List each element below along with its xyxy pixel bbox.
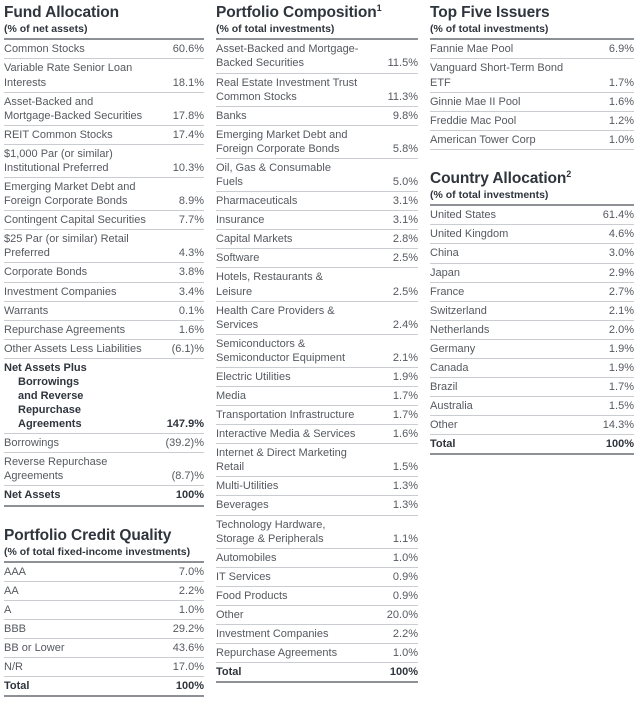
row-label: Canada bbox=[430, 358, 582, 377]
row-label: Other bbox=[430, 416, 582, 435]
table-row bbox=[4, 301, 204, 320]
table-row bbox=[430, 225, 634, 244]
row-label: Contingent Capital Securities bbox=[4, 211, 152, 230]
table-row bbox=[430, 397, 634, 416]
row-label: Net Assets bbox=[4, 486, 152, 506]
table-row bbox=[216, 477, 418, 496]
panel-subtitle-portfolio-credit-quality: (% of total fixed-income investments) bbox=[4, 545, 191, 558]
row-value: 1.9% bbox=[582, 358, 634, 377]
row-value: 100% bbox=[152, 677, 204, 697]
row-label: Common Stocks bbox=[4, 39, 152, 59]
panel-title-text: Top Five Issuers bbox=[430, 4, 550, 21]
row-label: N/R bbox=[4, 658, 152, 677]
table-row bbox=[430, 416, 634, 435]
row-value: 2.5% bbox=[366, 249, 418, 268]
table-row bbox=[216, 125, 418, 158]
table-row bbox=[216, 624, 418, 643]
row-value: 2.7% bbox=[582, 282, 634, 301]
row-label: AA bbox=[4, 582, 152, 601]
row-value: 60.6% bbox=[152, 39, 204, 59]
row-value: 11.3% bbox=[366, 73, 418, 106]
row-label: Oil, Gas & Consumable Fuels bbox=[216, 158, 366, 191]
row-value: (8.7)% bbox=[152, 453, 204, 486]
row-label: Investment Companies bbox=[4, 282, 152, 301]
row-value: (39.2)% bbox=[152, 434, 204, 453]
table-row bbox=[216, 158, 418, 191]
row-label: Pharmaceuticals bbox=[216, 192, 366, 211]
panel-title-text: Portfolio Credit Quality bbox=[4, 526, 172, 544]
table-row bbox=[4, 125, 204, 144]
table-row bbox=[216, 586, 418, 605]
row-value: 3.0% bbox=[582, 244, 634, 263]
table-row bbox=[216, 39, 418, 73]
row-label: Semiconductors & Semiconductor Equipment bbox=[216, 334, 366, 367]
table-row bbox=[216, 548, 418, 567]
column-right bbox=[426, 4, 640, 475]
table-row bbox=[216, 644, 418, 663]
table-row bbox=[4, 230, 204, 263]
table-row bbox=[430, 301, 634, 320]
row-value: 1.0% bbox=[582, 130, 634, 149]
row-value: 2.2% bbox=[152, 582, 204, 601]
row-value: 29.2% bbox=[152, 620, 204, 639]
table-row bbox=[4, 59, 204, 92]
row-label: Other bbox=[216, 605, 366, 624]
table-row bbox=[430, 282, 634, 301]
table-row bbox=[216, 230, 418, 249]
row-value: (6.1)% bbox=[152, 339, 204, 358]
row-label: Food Products bbox=[216, 586, 366, 605]
table-row bbox=[216, 106, 418, 125]
row-label: Warrants bbox=[4, 301, 152, 320]
row-label: Media bbox=[216, 386, 366, 405]
table-row bbox=[4, 178, 204, 211]
row-label: Corporate Bonds bbox=[4, 263, 152, 282]
table-row bbox=[430, 39, 634, 59]
row-value: 1.9% bbox=[366, 367, 418, 386]
table-row bbox=[216, 605, 418, 624]
panel-title-country-allocation bbox=[430, 170, 634, 188]
row-label: Japan bbox=[430, 263, 582, 282]
panel-top-five-issuers bbox=[430, 4, 634, 150]
table-row bbox=[430, 435, 634, 455]
row-value: 147.9% bbox=[152, 358, 204, 433]
table-row bbox=[430, 358, 634, 377]
table-row bbox=[216, 496, 418, 515]
row-label: $25 Par (or similar) Retail Preferred bbox=[4, 230, 152, 263]
footnote-marker: 2 bbox=[566, 168, 572, 179]
panel-title-top-five-issuers bbox=[430, 4, 634, 22]
table-row bbox=[216, 663, 418, 683]
row-label: Transportation Infrastructure bbox=[216, 406, 366, 425]
row-value: 1.7% bbox=[582, 377, 634, 396]
row-label: A bbox=[4, 601, 152, 620]
row-label: Borrowings bbox=[4, 434, 152, 453]
table-fund-allocation bbox=[4, 38, 204, 506]
row-value: 1.2% bbox=[582, 111, 634, 130]
row-label: Germany bbox=[430, 339, 582, 358]
row-label: IT Services bbox=[216, 567, 366, 586]
row-label: Australia bbox=[430, 397, 582, 416]
row-label: Technology Hardware, Storage & Peripherals bbox=[216, 515, 366, 548]
row-label: Asset-Backed and Mortgage-Backed Securities bbox=[216, 39, 366, 73]
row-label: American Tower Corp bbox=[430, 130, 582, 149]
panel-title-text: Portfolio Composition bbox=[216, 4, 377, 21]
footnote-marker: 1 bbox=[376, 2, 382, 13]
panel-subtitle-country-allocation: (% of total investments) bbox=[430, 189, 549, 202]
row-label: Fannie Mae Pool bbox=[430, 39, 582, 59]
row-label: Net Assets Plus Borrowings and Reverse Repurchase Agreements bbox=[4, 358, 152, 433]
table-row bbox=[4, 320, 204, 339]
table-row bbox=[4, 339, 204, 358]
row-value: 11.5% bbox=[366, 39, 418, 73]
table-row bbox=[4, 453, 204, 486]
row-label: Total bbox=[430, 435, 582, 455]
table-row bbox=[4, 39, 204, 59]
row-label: Insurance bbox=[216, 211, 366, 230]
table-row bbox=[4, 486, 204, 506]
table-row bbox=[216, 367, 418, 386]
panel-title-portfolio-composition bbox=[216, 4, 418, 22]
row-label: Hotels, Restaurants & Leisure bbox=[216, 268, 366, 301]
table-row bbox=[216, 334, 418, 367]
table-row bbox=[216, 301, 418, 334]
table-row bbox=[216, 211, 418, 230]
row-value: 1.7% bbox=[366, 406, 418, 425]
row-label: Interactive Media & Services bbox=[216, 425, 366, 444]
row-value: 1.7% bbox=[366, 386, 418, 405]
row-label: Automobiles bbox=[216, 548, 366, 567]
table-row bbox=[4, 677, 204, 697]
table-country-allocation bbox=[430, 204, 634, 455]
table-row bbox=[4, 434, 204, 453]
table-body bbox=[216, 39, 418, 682]
row-label: Total bbox=[216, 663, 366, 683]
row-value: 3.1% bbox=[366, 211, 418, 230]
row-value: 2.1% bbox=[582, 301, 634, 320]
table-row bbox=[4, 211, 204, 230]
row-label: AAA bbox=[4, 562, 152, 582]
row-label: $1,000 Par (or similar) Institutional Preferred bbox=[4, 144, 152, 177]
panel-subtitle-portfolio-composition: (% of total investments) bbox=[216, 23, 335, 36]
row-value: 0.1% bbox=[152, 301, 204, 320]
row-value: 2.4% bbox=[366, 301, 418, 334]
row-label: REIT Common Stocks bbox=[4, 125, 152, 144]
row-label: Investment Companies bbox=[216, 624, 366, 643]
row-value: 0.9% bbox=[366, 567, 418, 586]
row-value: 1.3% bbox=[366, 496, 418, 515]
row-label: Real Estate Investment Trust Common Stocks bbox=[216, 73, 366, 106]
row-label: Variable Rate Senior Loan Interests bbox=[4, 59, 152, 92]
row-value: 4.6% bbox=[582, 225, 634, 244]
row-value: 6.9% bbox=[582, 39, 634, 59]
table-row bbox=[430, 92, 634, 111]
panel-portfolio-credit-quality bbox=[4, 527, 204, 698]
panel-title-fund-allocation bbox=[4, 4, 204, 22]
table-row bbox=[216, 249, 418, 268]
table-row bbox=[216, 406, 418, 425]
table-row bbox=[430, 205, 634, 225]
row-value: 1.7% bbox=[582, 59, 634, 92]
row-value: 17.0% bbox=[152, 658, 204, 677]
panel-title-text: Fund Allocation bbox=[4, 4, 120, 21]
row-value: 17.4% bbox=[152, 125, 204, 144]
row-value: 10.3% bbox=[152, 144, 204, 177]
table-row bbox=[4, 144, 204, 177]
table-top-five-issuers bbox=[430, 38, 634, 149]
row-value: 17.8% bbox=[152, 92, 204, 125]
row-value: 0.9% bbox=[366, 586, 418, 605]
table-row bbox=[216, 192, 418, 211]
table-row bbox=[430, 111, 634, 130]
row-label: United Kingdom bbox=[430, 225, 582, 244]
row-label: BB or Lower bbox=[4, 639, 152, 658]
row-label: Banks bbox=[216, 106, 366, 125]
row-label: Asset-Backed and Mortgage-Backed Securities bbox=[4, 92, 152, 125]
table-row bbox=[430, 244, 634, 263]
panel-subtitle-fund-allocation: (% of net assets) bbox=[4, 23, 88, 36]
row-label: Other Assets Less Liabilities bbox=[4, 339, 152, 358]
row-value: 1.5% bbox=[582, 397, 634, 416]
table-row bbox=[216, 567, 418, 586]
table-row bbox=[4, 639, 204, 658]
table-row bbox=[216, 386, 418, 405]
row-value: 2.8% bbox=[366, 230, 418, 249]
row-label: Health Care Providers & Services bbox=[216, 301, 366, 334]
row-label: Repurchase Agreements bbox=[216, 644, 366, 663]
table-row bbox=[430, 339, 634, 358]
table-row bbox=[4, 562, 204, 582]
column-middle bbox=[212, 4, 426, 703]
table-row bbox=[4, 282, 204, 301]
row-label: Ginnie Mae II Pool bbox=[430, 92, 582, 111]
row-label: Software bbox=[216, 249, 366, 268]
row-value: 5.8% bbox=[366, 125, 418, 158]
row-value: 1.9% bbox=[582, 339, 634, 358]
row-value: 8.9% bbox=[152, 178, 204, 211]
table-row bbox=[216, 444, 418, 477]
row-value: 1.3% bbox=[366, 477, 418, 496]
table-row bbox=[430, 130, 634, 149]
row-label: Emerging Market Debt and Foreign Corporate Bonds bbox=[4, 178, 152, 211]
panel-title-portfolio-credit-quality bbox=[4, 527, 204, 545]
row-value: 3.8% bbox=[152, 263, 204, 282]
row-value: 1.0% bbox=[366, 548, 418, 567]
table-row bbox=[430, 377, 634, 396]
row-value: 1.6% bbox=[582, 92, 634, 111]
row-value: 7.7% bbox=[152, 211, 204, 230]
row-label: Brazil bbox=[430, 377, 582, 396]
row-label: United States bbox=[430, 205, 582, 225]
row-value: 7.0% bbox=[152, 562, 204, 582]
panel-portfolio-composition bbox=[216, 4, 418, 683]
row-value: 43.6% bbox=[152, 639, 204, 658]
row-value: 18.1% bbox=[152, 59, 204, 92]
table-row bbox=[430, 263, 634, 282]
table-body bbox=[430, 205, 634, 454]
row-value: 1.6% bbox=[152, 320, 204, 339]
panel-fund-allocation bbox=[4, 4, 204, 507]
row-value: 1.5% bbox=[366, 444, 418, 477]
row-value: 2.9% bbox=[582, 263, 634, 282]
row-value: 2.1% bbox=[366, 334, 418, 367]
table-body bbox=[4, 39, 204, 505]
table-row bbox=[4, 582, 204, 601]
table-row bbox=[4, 92, 204, 125]
row-value: 4.3% bbox=[152, 230, 204, 263]
row-label: Beverages bbox=[216, 496, 366, 515]
row-label: Reverse Repurchase Agreements bbox=[4, 453, 152, 486]
row-label: Emerging Market Debt and Foreign Corporate Bonds bbox=[216, 125, 366, 158]
panel-subtitle-top-five-issuers: (% of total investments) bbox=[430, 23, 549, 36]
table-row bbox=[430, 59, 634, 92]
table-row bbox=[430, 320, 634, 339]
table-row bbox=[216, 425, 418, 444]
table-row bbox=[4, 358, 204, 433]
row-value: 14.3% bbox=[582, 416, 634, 435]
row-value: 1.6% bbox=[366, 425, 418, 444]
row-value: 1.0% bbox=[152, 601, 204, 620]
table-row bbox=[4, 263, 204, 282]
table-body bbox=[430, 39, 634, 149]
row-value: 1.0% bbox=[366, 644, 418, 663]
row-label: Freddie Mac Pool bbox=[430, 111, 582, 130]
row-label: BBB bbox=[4, 620, 152, 639]
table-portfolio-credit-quality bbox=[4, 561, 204, 698]
table-row bbox=[216, 515, 418, 548]
panel-title-text: Country Allocation bbox=[430, 169, 567, 187]
row-label: Repurchase Agreements bbox=[4, 320, 152, 339]
table-row bbox=[216, 268, 418, 301]
row-label: France bbox=[430, 282, 582, 301]
row-label: China bbox=[430, 244, 582, 263]
row-label: Electric Utilities bbox=[216, 367, 366, 386]
row-value: 3.4% bbox=[152, 282, 204, 301]
row-value: 5.0% bbox=[366, 158, 418, 191]
panel-country-allocation bbox=[430, 170, 634, 455]
table-row bbox=[4, 601, 204, 620]
table-body bbox=[4, 562, 204, 697]
table-row bbox=[216, 73, 418, 106]
row-value: 100% bbox=[152, 486, 204, 506]
row-value: 100% bbox=[582, 435, 634, 455]
row-label: Total bbox=[4, 677, 152, 697]
row-value: 1.1% bbox=[366, 515, 418, 548]
column-left bbox=[0, 4, 212, 717]
row-label: Capital Markets bbox=[216, 230, 366, 249]
row-label: Multi-Utilities bbox=[216, 477, 366, 496]
row-value: 61.4% bbox=[582, 205, 634, 225]
row-value: 2.5% bbox=[366, 268, 418, 301]
table-row bbox=[4, 658, 204, 677]
row-value: 3.1% bbox=[366, 192, 418, 211]
row-value: 2.0% bbox=[582, 320, 634, 339]
row-label: Switzerland bbox=[430, 301, 582, 320]
row-value: 9.8% bbox=[366, 106, 418, 125]
table-portfolio-composition bbox=[216, 38, 418, 683]
row-value: 20.0% bbox=[366, 605, 418, 624]
row-label: Internet & Direct Marketing Retail bbox=[216, 444, 366, 477]
row-value: 2.2% bbox=[366, 624, 418, 643]
table-row bbox=[4, 620, 204, 639]
row-label: Vanguard Short-Term Bond ETF bbox=[430, 59, 582, 92]
row-value: 100% bbox=[366, 663, 418, 683]
row-label: Netherlands bbox=[430, 320, 582, 339]
